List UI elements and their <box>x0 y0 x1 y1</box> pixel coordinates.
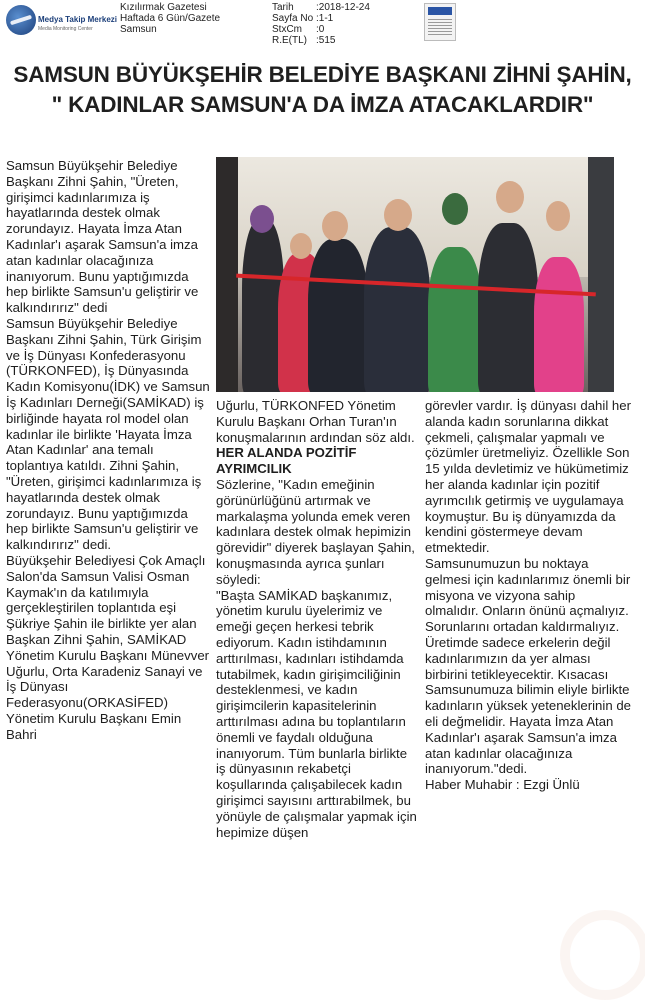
paragraph: Uğurlu, TÜRKONFED Yönetim Kurulu Başkanı Orhan Turan'ın konuşmalarının ardından söz aldı. <box>216 398 415 445</box>
article-headline <box>0 60 645 120</box>
publication-city: Samsun <box>120 24 157 35</box>
media-monitoring-logo <box>6 5 118 35</box>
meta-row-ad-value: R.E(TL) :515 <box>272 35 336 46</box>
logo-name: Medya Takip Merkezi <box>38 15 117 24</box>
clipping-header <box>0 0 645 44</box>
watermark-logo <box>560 910 645 1000</box>
headline-line-1: SAMSUN BÜYÜKŞEHİR BELEDİYE BAŞKANI ZİHNİ ŞAHİN, <box>13 62 632 87</box>
globe-icon <box>6 5 36 35</box>
paragraph: "Başta SAMİKAD başkanımız, yönetim kurulu üyelerimiz ve emeği geçen herkesi tebrik ediyorum. Kadın istihdamının arttırılması, kadınları istihdamda tutabilmek, kadın girişimciliğinin desteklenmesi, ve kadın girişimcilerin kapasitelerinin arttırılması adına bu toplantıların önemli ve faydalı olduğuna inanıyorum. Tüm bunlarla birlikte iş dünyasının rekabetçi koşullarında çalışabilecek kadın girişimci sayısını arttırabilmek, bu yönüyle de çalışmalar yapmak için hepimize düşen <box>216 587 417 840</box>
publication-info <box>120 2 220 35</box>
meta-row-page: Sayfa No :1-1 <box>272 13 334 24</box>
clipping-meta <box>272 2 370 46</box>
headline-line-2: " KADINLAR SAMSUN'A DA İMZA ATACAKLARDIR" <box>51 92 594 117</box>
ribbon-cutting-photo <box>216 157 614 392</box>
publication-frequency: Haftada 6 Gün/Gazete <box>120 13 221 24</box>
meta-row-date: Tarih :2018-12-24 <box>272 2 370 13</box>
article-column-3 <box>425 398 631 998</box>
article-column-1 <box>6 158 210 996</box>
paragraph: görevler vardır. İş dünyası dahil her alanda kadın sorunlarına dikkat çekmeli, çalışmalar yapmalı ve çözümler üretmeliyiz. Özellikle Son 15 yılda devletimiz ve hükümetimiz her alanda kadınlar için pozitif ayrımcılık getirmiş ve uygulamaya koymuştur. Bu iş dünyamızda da kendini göstermeye devam etmektedir. <box>425 398 631 556</box>
publication-name: Kızılırmak Gazetesi <box>120 2 207 13</box>
paragraph: Büyükşehir Belediyesi Çok Amaçlı Salon'da Samsun Valisi Osman Kaymak'ın da katılımıyla gerçekleştirilen toplantıda eşi Şükriye Şahin ile birlikte yer alan Başkan Zihni Şahin, SAMİKAD Yönetim Kurulu Başkanı Münevver Uğurlu, Orta Karadeniz Sanayi ve İş Dünyası Federasyonu(ORKASİFED) Yönetim Kurulu Başkanı Emin Bahri <box>6 552 210 742</box>
section-subheading: HER ALANDA POZİTİF AYRIMCILIK <box>216 445 357 477</box>
paragraph: Sözlerine, "Kadın emeğinin görünürlüğünü artırmak ve markalaşma yolunda emek veren kadınlara destek olmak hepimizin görevidir" diyerek başlayan Şahin, konuşmasında ayrıca şunları söyledi: <box>216 476 415 587</box>
byline: Haber Muhabir : Ezgi Ünlü <box>425 777 580 793</box>
paragraph: Samsun Büyükşehir Belediye Başkanı Zihni Şahin, Türk Girişim ve İş Dünyası Konfederasyonu (TÜRKONFED), İş Dünyasında Kadın Komisyonu(İDK) ve Samsun İş Kadınları Derneği(SAMİKAD) iş birliğinde hayata rol model olan kadınlar ile birlikte 'Hayata İmza Atan Kadınlar' ana temalı toplantıya katıldı. Zihni Şahin, "Üreten, girişimci kadınlarımıza iş hayatlarında destek olmak zorundayız. Bunu yaptığımızda hep birlikte Samsun'u geliştirir ve kalkındırırız" dedi. <box>6 315 210 553</box>
paragraph: Samsunumuzun bu noktaya gelmesi için kadınlarımız önemli bir misyona ve vizyona sahip olmalıdır. Onların önünü açmalıyız. Sorunlarını ortadan kaldırmalıyız. Üretimde sadece erkelerin değil kadınlarımızın da yer alması birbirini tetikleyecektir. Kısacası Samsunumuza bilimin eliyle birlikte kadınların yüksek yeteneklerinin de eli değmelidir. Hayata İmza Atan Kadınlar'ı aşarak Samsun'a imza atan kadınlar olacağınıza inanıyorum."dedi. <box>425 555 631 777</box>
meta-row-stxcm: StxCm :0 <box>272 24 325 35</box>
logo-subtitle: Media Monitoring Center <box>38 26 93 32</box>
page-thumbnail[interactable] <box>424 3 456 41</box>
article-column-2 <box>216 398 419 998</box>
paragraph: Samsun Büyükşehir Belediye Başkanı Zihni Şahin, "Üreten, girişimci kadınlarımıza iş hayatlarında destek olmak zorundayız. Hayata İmza Atan Kadınlar'ı aşarak Samsun'a imza atan kadınlar olacağınıza inanıyorum. Bunu yaptığımızda hep birlikte Samsun'u geliştirir ve kalkındırırız" dedi <box>6 158 199 316</box>
